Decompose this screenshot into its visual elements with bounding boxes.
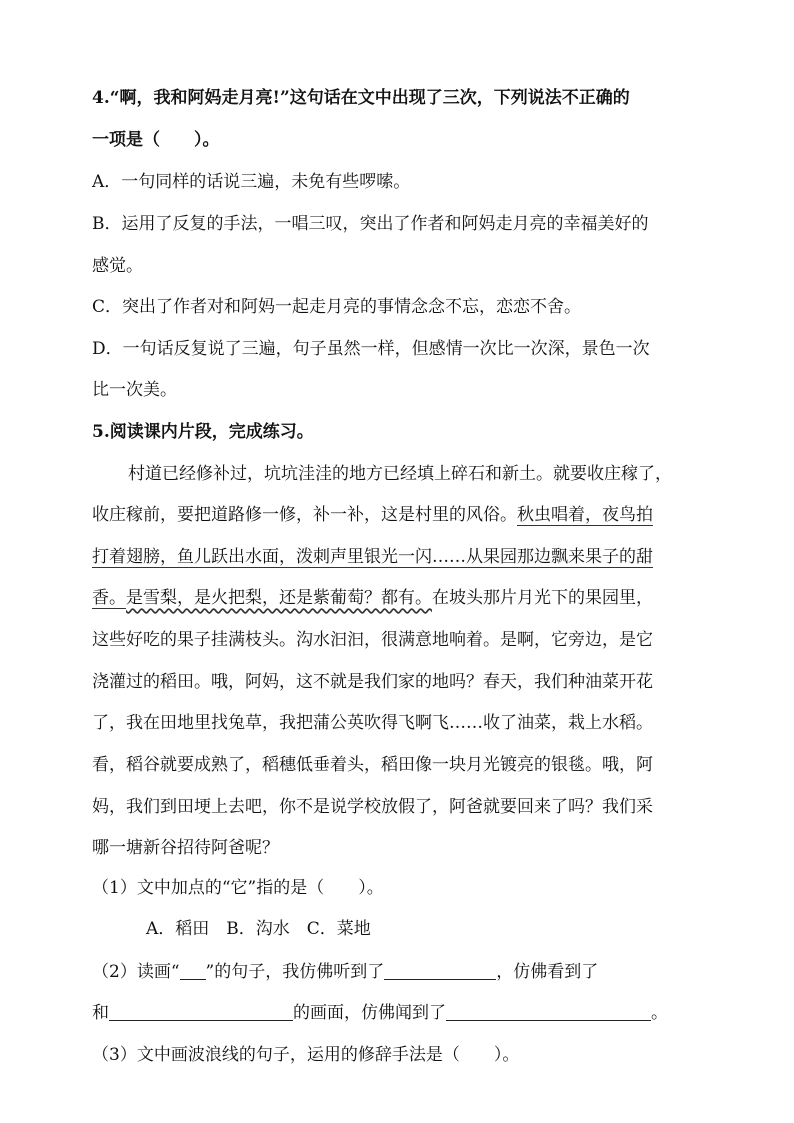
- answer-blank-seen[interactable]: [109, 1002, 293, 1021]
- q5-sub2-text: 。: [651, 1003, 668, 1023]
- passage-line: 哪一塘新谷招待阿爸呢？: [92, 838, 279, 858]
- passage-text: 在坡头那片月光下的果园里，: [432, 588, 653, 608]
- passage-line: 妈，我们到田埂上去吧，你不是说学校放假了，阿爸就要回来了吗？我们采: [92, 797, 653, 817]
- q5-title: 5.阅读课内片段，完成练习。: [92, 422, 314, 442]
- q5-sub1-options: A．稻田 B．沟水 C．菜地: [146, 919, 371, 939]
- answer-blank-smelled[interactable]: [446, 1002, 651, 1021]
- wavy-underlined-sentence: 是雪梨，是火把梨，还是紫葡萄？都有。: [126, 588, 432, 608]
- passage-line: [92, 503, 653, 527]
- q4-stem-line2: 一项是（ ）。: [92, 130, 220, 150]
- q4-option-b-line2: 感觉。: [92, 256, 143, 276]
- passage-line: 浇灌过的稻田。哦，阿妈，这不就是我们家的地吗？春天，我们种油菜开花: [92, 672, 653, 692]
- q4-option-d-line2: 比一次美。: [92, 380, 177, 400]
- q5-sub1: （1）文中加点的“它”指的是（ ）。: [92, 878, 384, 898]
- q4-stem-line1: 4.“啊，我和阿妈走月亮!”这句话在文中出现了三次，下列说法不正确的: [92, 88, 630, 108]
- q5-sub2-line1: [92, 960, 598, 984]
- passage-line: 这些好吃的果子挂满枝头。沟水汩汩，很满意地响着。是啊，它旁边，是它: [92, 630, 653, 650]
- passage-line: 了，我在田地里找兔草，我把蒲公英吹得飞啊飞……收了油菜，栽上水稻。: [92, 713, 653, 733]
- q5-sub2-text: （2）读画“: [92, 962, 180, 982]
- q4-option-a: A．一句同样的话说三遍，未免有些啰嗦。: [92, 172, 411, 192]
- q5-sub2-line2: [92, 1001, 668, 1025]
- q5-sub2-text: 的画面，仿佛闻到了: [293, 1003, 446, 1023]
- underline-sample: [180, 961, 206, 980]
- q5-sub2-text: 和: [92, 1003, 109, 1023]
- q4-option-c: C．突出了作者对和阿妈一起走月亮的事情念念不忘，恋恋不舍。: [92, 297, 582, 317]
- underlined-sentence: 秋虫唱着，夜鸟拍: [517, 505, 653, 525]
- answer-blank-heard[interactable]: [384, 961, 496, 980]
- passage-line: [92, 586, 653, 610]
- underlined-sentence: 香。: [92, 588, 126, 608]
- passage-line: 看，稻谷就要成熟了，稻穗低垂着头，稻田像一块月光镀亮的银毯。哦，阿: [92, 755, 653, 775]
- underlined-sentence: 打着翅膀，鱼儿跃出水面，泼刺声里银光一闪……从果园那边飘来果子的甜: [92, 547, 653, 567]
- q5-sub3: （3）文中画波浪线的句子，运用的修辞手法是（ ）。: [92, 1045, 520, 1065]
- passage-text: 收庄稼前，要把道路修一修，补一补，这是村里的风俗。: [92, 505, 517, 525]
- q5-sub2-text: ，仿佛看到了: [496, 962, 599, 982]
- q4-option-d-line1: D．一句话反复说了三遍，句子虽然一样，但感情一次比一次深，景色一次: [92, 339, 650, 359]
- passage-line: [92, 545, 653, 569]
- passage-line: 村道已经修补过，坑坑洼洼的地方已经填上碎石和新土。就要收庄稼了，: [128, 464, 672, 484]
- q4-option-b-line1: B．运用了反复的手法，一唱三叹，突出了作者和阿妈走月亮的幸福美好的: [92, 214, 649, 234]
- q5-sub2-text: ”的句子，我仿佛听到了: [205, 962, 385, 982]
